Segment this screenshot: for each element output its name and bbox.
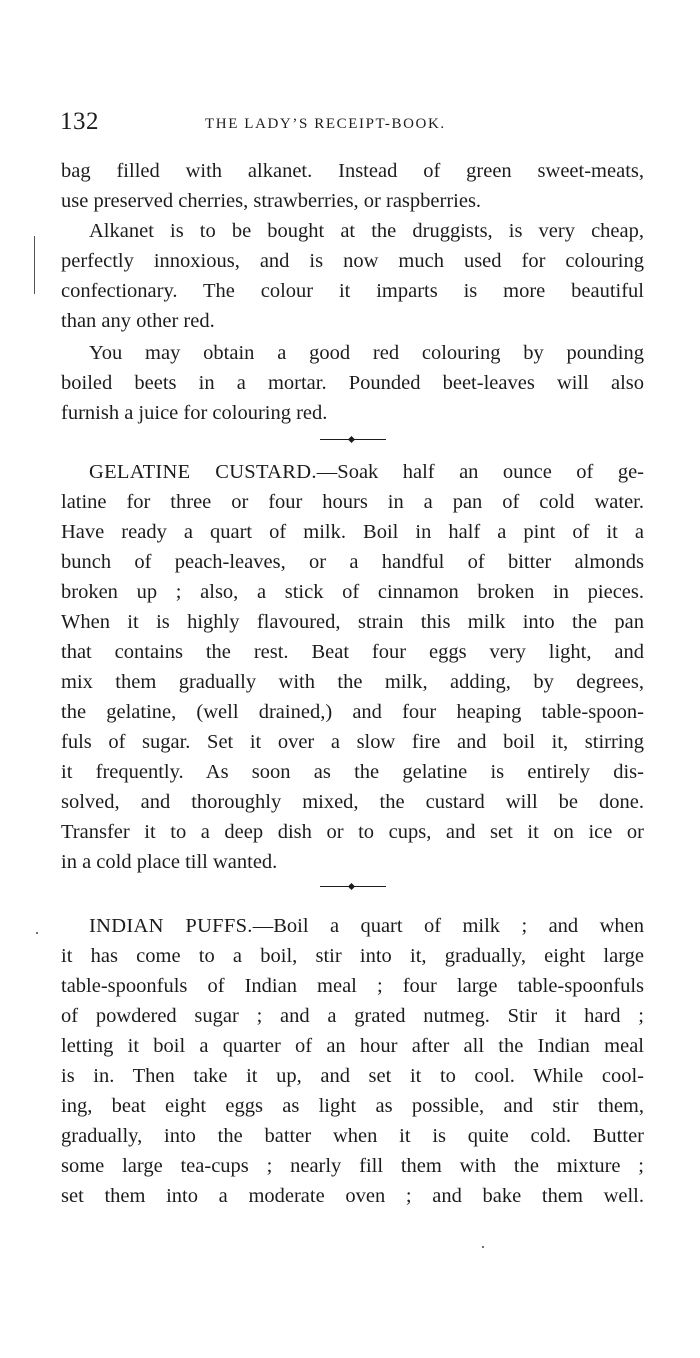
text-line: than any other red. (61, 310, 215, 332)
text-line: ing, beat eight eggs as light as possible, and stir them, (61, 1095, 644, 1117)
text-line: When it is highly flavoured, strain this milk into the pan (61, 611, 644, 633)
recipe-gelatine-custard (61, 457, 644, 877)
text-line: it frequently. As soon as the gelatine is entirely dis- (61, 761, 644, 783)
recipe-first-line (61, 457, 644, 487)
text-line: use preserved cherries, strawberries, or raspberries. (61, 190, 482, 212)
recipe-first-line (61, 911, 644, 941)
text-line: fuls of sugar. Set it over a slow fire and boil it, stirring (61, 731, 644, 753)
text-line: in a cold place till wanted. (61, 851, 278, 873)
text-line: You may obtain a good red colouring by pounding (89, 342, 644, 364)
text-line: letting it boil a quarter of an hour after all the Indian meal (61, 1035, 644, 1057)
text-line: set them into a moderate oven ; and bake them well. (61, 1185, 644, 1207)
text-line: mix them gradually with the milk, adding, by degrees, (61, 671, 644, 693)
text-line: bag filled with alkanet. Instead of green sweet-meats, (61, 160, 644, 182)
paragraph-alkanet-continued (61, 156, 644, 216)
text-line: broken up ; also, a stick of cinnamon broken in pieces. (61, 581, 644, 603)
text-line: some large tea-cups ; nearly fill them with the mixture ; (61, 1155, 644, 1177)
page-number: 132 (60, 108, 99, 135)
scan-speck (482, 1246, 484, 1248)
page-header (60, 108, 642, 138)
text-line: gradually, into the batter when it is quite cold. Butter (61, 1125, 644, 1147)
text-line: confectionary. The colour it imparts is more beautiful (61, 280, 644, 302)
text-line: bunch of peach-leaves, or a handful of bitter almonds (61, 551, 644, 573)
section-divider (320, 884, 386, 890)
text-line: that contains the rest. Beat four eggs very light, and (61, 641, 644, 663)
text-line: it has come to a boil, stir into it, gradually, eight large (61, 945, 644, 967)
text-line: boiled beets in a mortar. Pounded beet-leaves will also (61, 372, 644, 394)
recipe-indian-puffs (61, 911, 644, 1211)
text-line: table-spoonfuls of Indian meal ; four large table-spoonfuls (61, 975, 644, 997)
text-line: solved, and thoroughly mixed, the custard will be done. (61, 791, 644, 813)
text-line: perfectly innoxious, and is now much used for colouring (61, 250, 644, 272)
text-line: Transfer it to a deep dish or to cups, and set it on ice or (61, 821, 644, 843)
paragraph-alkanet-note (61, 216, 644, 336)
running-title: THE LADY’S RECEIPT-BOOK. (205, 116, 446, 132)
recipe-title: GELATINE CUSTARD. (89, 461, 317, 483)
text-line: Alkanet is to be bought at the druggists, is very cheap, (89, 220, 644, 242)
text-line: the gelatine, (well drained,) and four heaping table-spoon- (61, 701, 644, 723)
recipe-text: —Boil a quart of milk ; and when (252, 915, 644, 937)
text-line: is in. Then take it up, and set it to cool. While cool- (61, 1065, 644, 1087)
divider-ornament (348, 883, 355, 890)
text-line: of powdered sugar ; and a grated nutmeg. Stir it hard ; (61, 1005, 644, 1027)
text-line: latine for three or four hours in a pan of cold water. (61, 491, 644, 513)
divider-ornament (348, 436, 355, 443)
text-line: Have ready a quart of milk. Boil in half a pint of it a (61, 521, 644, 543)
recipe-title: INDIAN PUFFS. (89, 915, 253, 937)
scan-speck (36, 932, 38, 934)
section-divider (320, 437, 386, 443)
margin-mark (34, 236, 35, 294)
text-line: furnish a juice for colouring red. (61, 402, 328, 424)
recipe-text: —Soak half an ounce of ge- (316, 461, 645, 483)
paragraph-beet-colouring (61, 338, 644, 428)
